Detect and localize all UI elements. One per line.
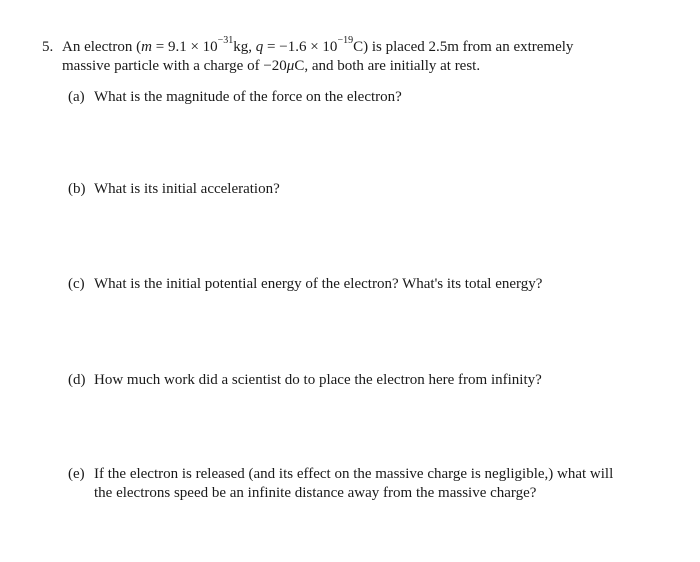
part-d-text: How much work did a scientist do to place the electron here from infinity?	[94, 372, 542, 388]
intro-text-2: = 9.1 × 10	[151, 39, 218, 55]
part-e-text-line2: the electrons speed be an infinite distance away from the massive charge?	[94, 485, 537, 501]
part-c-text: What is the initial potential energy of the electron? What's its total energy?	[94, 276, 543, 292]
problem-intro-line2	[62, 57, 480, 76]
intro-text-3: kg,	[233, 39, 256, 55]
intro-line2-end: C, and both are initially at rest.	[294, 58, 481, 74]
part-b-text: What is its initial acceleration?	[94, 181, 280, 197]
part-d-label: (d)	[68, 372, 86, 388]
problem-intro-line1	[62, 35, 574, 57]
part-a-label: (a)	[68, 89, 85, 105]
intro-text-1: An electron (	[62, 39, 142, 55]
mu-symbol: μ	[286, 58, 295, 74]
part-e-continuation	[94, 484, 536, 503]
part-a-text: What is the magnitude of the force on the electron?	[94, 89, 402, 105]
part-e-text-line1: If the electron is released (and its effect on the massive charge is negligible,) what will	[94, 466, 614, 482]
problem-number: 5.	[42, 39, 54, 55]
part-d	[68, 371, 542, 390]
charge-symbol: q	[255, 39, 264, 55]
part-a	[68, 88, 402, 107]
part-e-label: (e)	[68, 466, 85, 482]
part-b-label: (b)	[68, 181, 86, 197]
intro-text-4: = −1.6 × 10	[263, 39, 338, 55]
charge-exponent: −19	[337, 35, 354, 46]
part-e	[68, 465, 613, 484]
intro-line2-text: massive particle with a charge of −20	[62, 58, 287, 74]
mass-exponent: −31	[217, 35, 234, 46]
mass-symbol: m	[141, 39, 152, 55]
part-b	[68, 180, 280, 199]
part-c-label: (c)	[68, 276, 85, 292]
intro-text-5: C) is placed 2.5m from an extremely	[353, 39, 574, 55]
part-c	[68, 275, 542, 294]
